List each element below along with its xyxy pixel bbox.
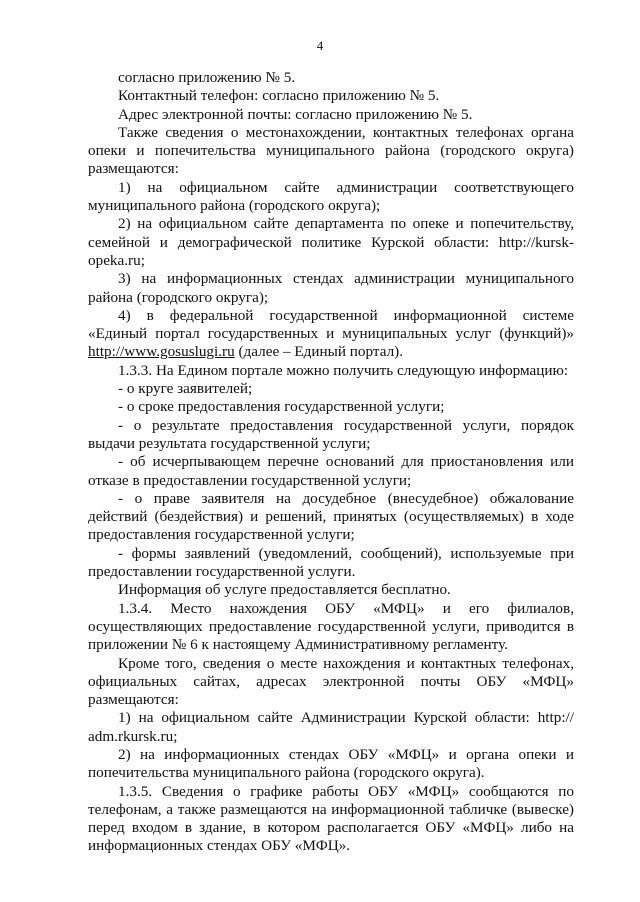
paragraph: 2) на информационных стендах ОБУ «МФЦ» и органа опеки и попечительства муниципального района (городского округа). bbox=[88, 745, 574, 782]
paragraph: согласно приложению № 5. bbox=[118, 69, 296, 86]
list-item: - об исчерпывающем перечне оснований для приостановления или отказе в предоставлении государственной услуги; bbox=[88, 453, 574, 489]
paragraph: Контактный телефон: согласно приложению № 5. bbox=[118, 87, 440, 105]
list-item: - о круге заявителей; bbox=[118, 380, 253, 398]
paragraph: 1) на официальном сайте администрации соответствующего муниципального района (городского округа); bbox=[88, 178, 574, 215]
paragraph: Кроме того, сведения о месте нахождения и контактных телефонах, официальных сайтах, адресах электронной почты ОБУ «МФЦ» размещаются: bbox=[88, 654, 574, 709]
paragraph: Информация об услуге предоставляется бесплатно. bbox=[118, 581, 451, 599]
paragraph: 1.3.5. Сведения о графике работы ОБУ «МФЦ» сообщаются по телефонам, а также размещаются на информационной табличке (вывеске) перед входом в здание, в котором располагается ОБУ «МФЦ» либо на информационных стендах ОБУ «МФЦ». bbox=[88, 782, 574, 855]
gosuslugi-link[interactable]: http://www.gosuslugi.ru bbox=[88, 343, 235, 361]
page-number: 4 bbox=[316, 38, 324, 53]
paragraph: 1) на официальном сайте Администрации Курской области: http:// adm.rkursk.ru; bbox=[88, 709, 574, 745]
list-item: - формы заявлений (уведомлений, сообщений), используемые при предоставлении государственной услуги. bbox=[88, 544, 574, 581]
paragraph-continued bbox=[88, 343, 574, 361]
paragraph: Адрес электронной почты: согласно приложению № 5. bbox=[118, 105, 473, 123]
paragraph: 4) в федеральной государственной информационной системе «Единый портал государственных и муниципальных услуг (функций)» bbox=[88, 306, 574, 343]
paragraph: Также сведения о местонахождении, контактных телефонах органа опеки и попечительства муниципального района (городского округа) размещаются: bbox=[88, 123, 574, 178]
list-item: - о праве заявителя на досудебное (внесудебное) обжалование действий (бездействия) и решений, принятых (осуществляемых) в ходе предоставления государственной услуги; bbox=[88, 489, 574, 544]
list-item: - о результате предоставления государственной услуги, порядок выдачи результата государственной услуги; bbox=[88, 416, 574, 452]
paragraph: 1.3.4. Место нахождения ОБУ «МФЦ» и его филиалов, осуществляющих предоставление государственной услуги, приводится в приложении № 6 к настоящему Административному регламенту. bbox=[88, 599, 574, 654]
document-body bbox=[88, 69, 574, 856]
list-item: - о сроке предоставления государственной услуги; bbox=[118, 398, 445, 416]
paragraph: 1.3.3. На Едином портале можно получить следующую информацию: bbox=[118, 361, 569, 379]
paragraph: 3) на информационных стендах администрации муниципального района (городского округа); bbox=[88, 270, 574, 306]
link-suffix: (далее – Единый портал). bbox=[234, 343, 404, 361]
paragraph: 2) на официальном сайте департамента по опеке и попечительству, семейной и демографической политике Курской области: http://kursk-opeka.ru; bbox=[88, 215, 574, 269]
